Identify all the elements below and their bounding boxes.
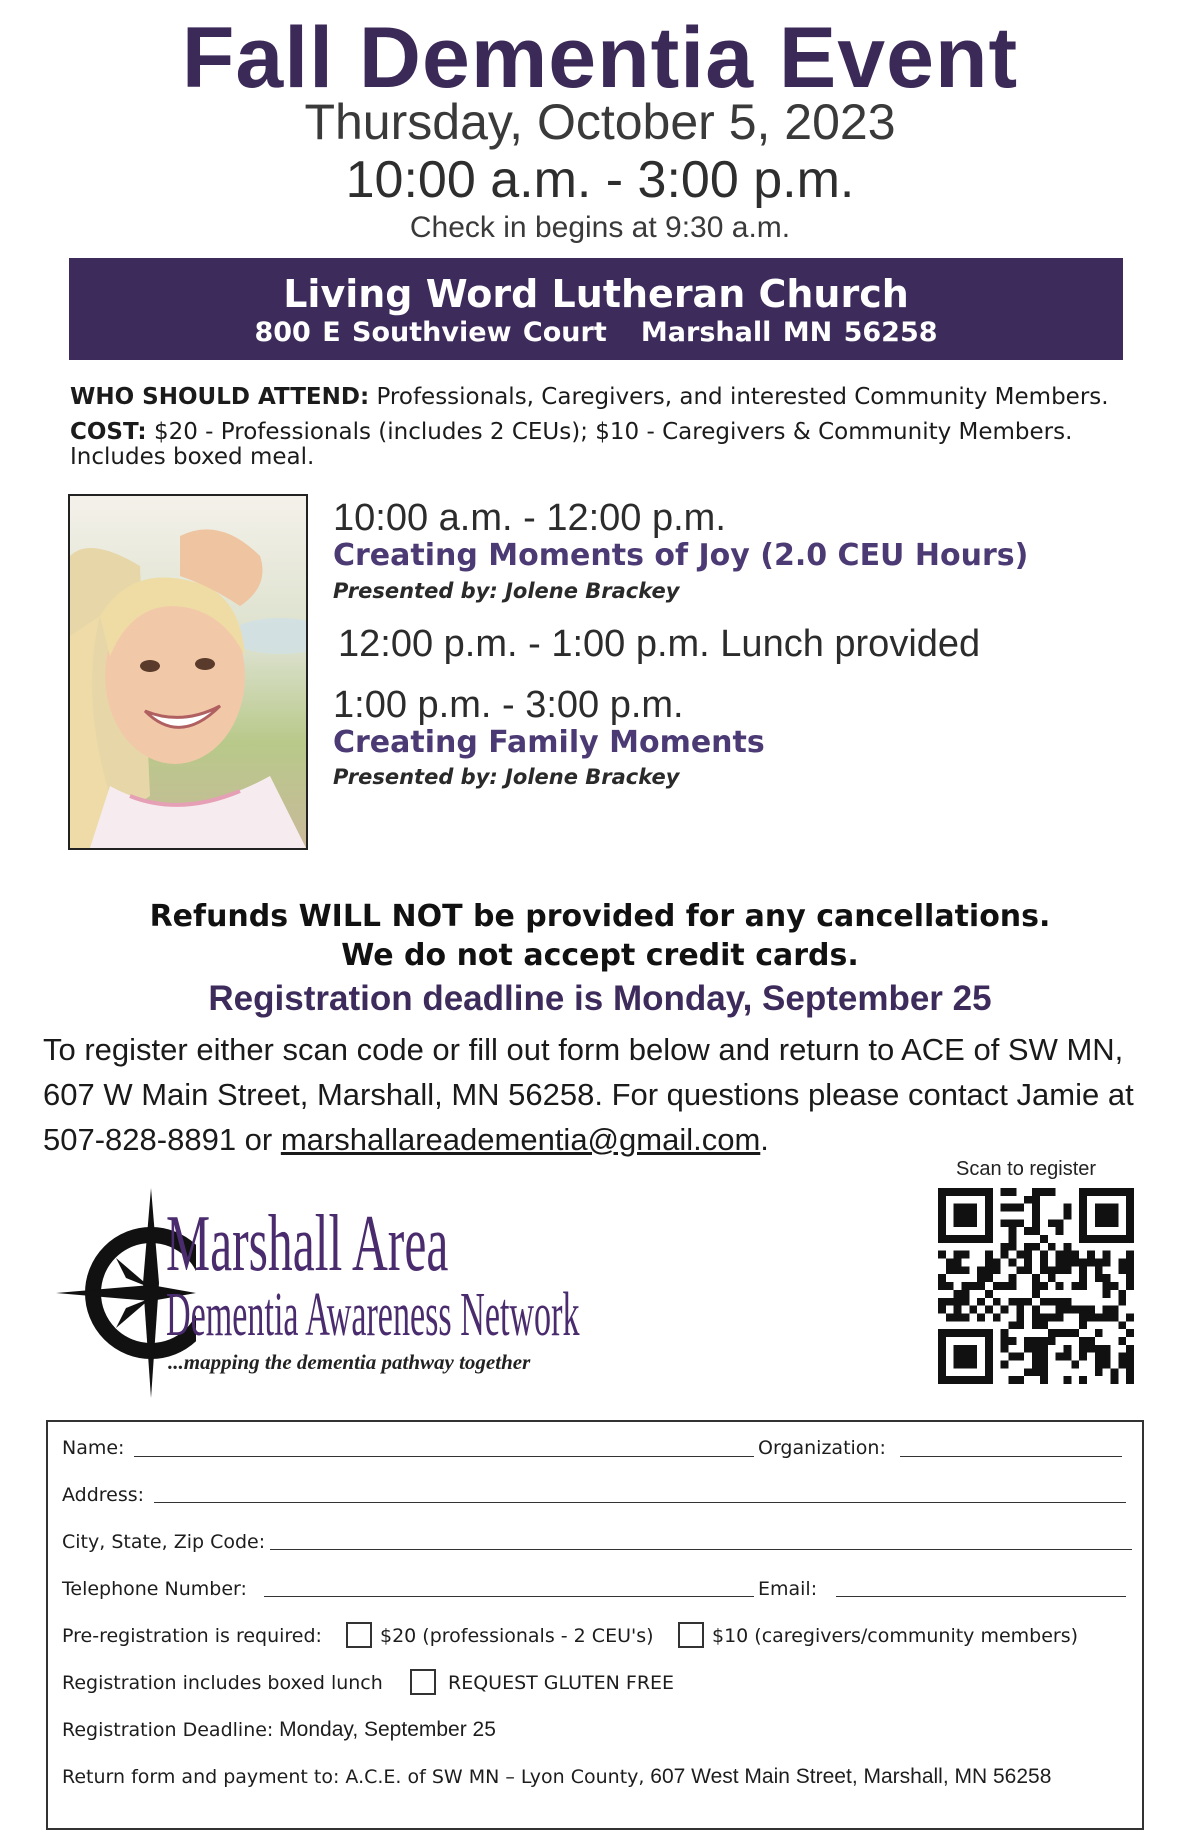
presenter-photo [68,494,308,850]
slot3-title: Creating Family Moments [333,725,765,760]
qr-label: Scan to register [956,1158,1097,1180]
refund-notice: Refunds WILL NOT be provided for any cancellations. [149,899,1051,934]
form-deadline-label: Registration Deadline: [62,1719,274,1741]
event-title: Fall Dementia Event [181,10,1019,106]
return-instructions [62,1765,1051,1789]
email-label: Email: [758,1578,818,1600]
city-state-zip-label: City, State, Zip Code: [62,1531,266,1553]
registration-form [46,1420,1144,1830]
email-field[interactable] [836,1596,1126,1597]
checkin-note: Check in begins at 9:30 a.m. [409,211,791,244]
form-deadline-value: Monday, September 25 [273,1718,496,1741]
register-period: . [760,1122,769,1157]
name-label: Name: [62,1437,125,1459]
telephone-field[interactable] [264,1596,754,1597]
caregiver-checkbox[interactable] [678,1622,704,1648]
cost-text: $20 - Professionals (includes 2 CEUs); $10 - Caregivers & Community Members. [146,419,1073,445]
slot1-time: 10:00 a.m. - 12:00 p.m. [333,497,726,539]
slot3-time: 1:00 p.m. - 3:00 p.m. [333,684,684,726]
event-time: 10:00 a.m. - 3:00 p.m. [345,151,855,209]
organization-field[interactable] [900,1456,1122,1457]
contact-email-link[interactable]: marshallareadementia@gmail.com [280,1122,761,1157]
credit-card-notice: We do not accept credit cards. [341,938,859,973]
gluten-free-checkbox[interactable] [410,1669,436,1695]
venue-address: 800 E Southview Court Marshall MN 56258 [254,317,938,348]
boxed-lunch-label: Registration includes boxed lunch [62,1672,383,1694]
return-address: 607 West Main Street, Marshall, MN 56258 [644,1765,1052,1788]
venue-name: Living Word Lutheran Church [283,272,909,316]
address-field[interactable] [154,1502,1126,1503]
register-instructions [43,1027,1173,1162]
registration-deadline: Registration deadline is Monday, September 25 [208,979,992,1018]
register-text: To register either scan code or fill out form below and return to ACE of SW MN, 607 W Main Street, Marshall, MN 56258. For questions please contact Jamie at 507-828-8891 or [43,1032,1134,1157]
who-should-attend [70,384,1130,410]
organization-logo [48,1178,580,1402]
gluten-free-label: REQUEST GLUTEN FREE [448,1672,675,1694]
who-label: WHO SHOULD ATTEND: [70,384,370,410]
qr-code[interactable] [938,1188,1134,1384]
return-label: Return form and payment to: A.C.E. of SW MN – Lyon County, [62,1766,645,1788]
form-deadline [62,1718,496,1742]
organization-label: Organization: [758,1437,886,1459]
who-text: Professionals, Caregivers, and interested Community Members. [369,384,1109,410]
caregiver-option-label: $10 (caregivers/community members) [712,1625,1079,1647]
cost-line [70,419,1130,445]
professional-option-label: $20 (professionals - 2 CEU's) [380,1625,654,1647]
preregistration-label: Pre-registration is required: [62,1625,322,1647]
logo-line1: Marshall Area [166,1200,449,1288]
cost-label: COST: [70,419,147,445]
event-date: Thursday, October 5, 2023 [304,94,896,150]
logo-line2: Dementia Awareness Network [166,1281,580,1349]
professional-checkbox[interactable] [346,1622,372,1648]
lunch-slot: 12:00 p.m. - 1:00 p.m. Lunch provided [338,623,981,665]
logo-tagline: ...mapping the dementia pathway together [168,1350,531,1374]
slot3-presenter: Presented by: Jolene Brackey [333,765,680,789]
venue-banner [69,258,1123,360]
telephone-label: Telephone Number: [62,1578,247,1600]
slot1-title: Creating Moments of Joy (2.0 CEU Hours) [333,538,1029,573]
meal-note: Includes boxed meal. [70,444,315,470]
slot1-presenter: Presented by: Jolene Brackey [333,579,680,603]
name-field[interactable] [134,1456,754,1457]
address-label: Address: [62,1484,145,1506]
city-state-zip-field[interactable] [270,1549,1132,1550]
